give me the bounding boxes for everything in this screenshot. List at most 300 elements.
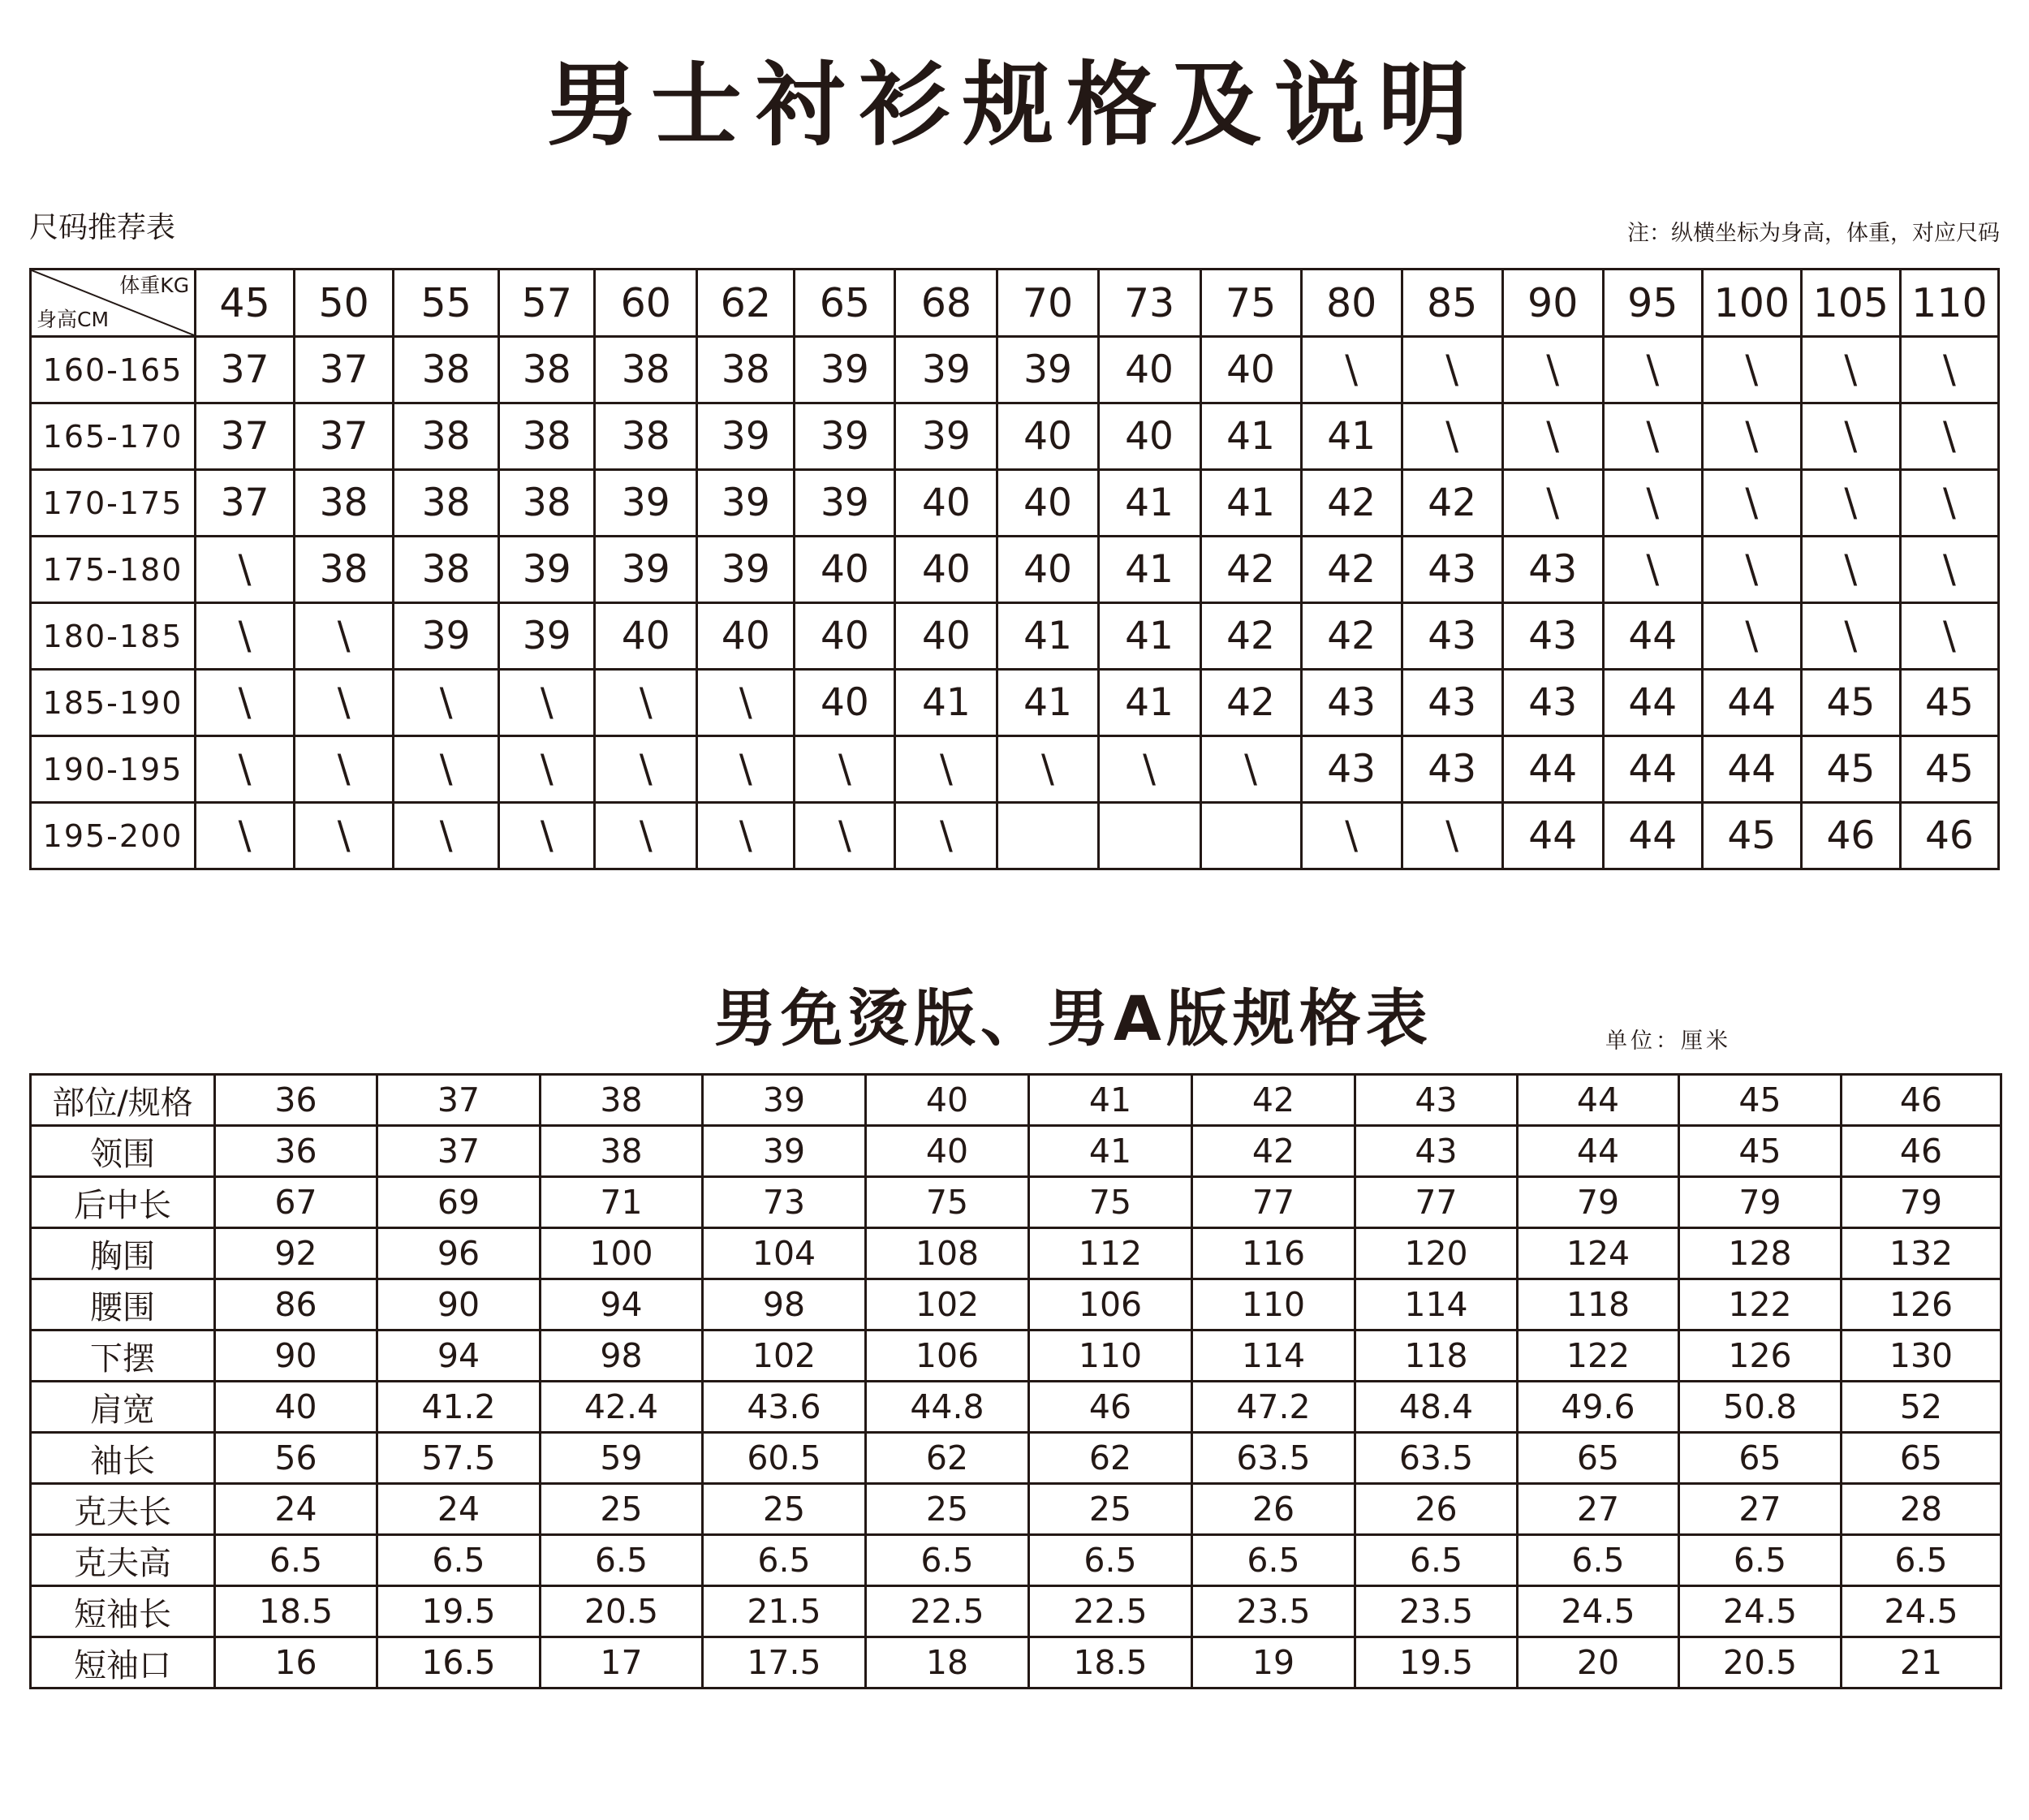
measurement-value-cell: 65 (1679, 1433, 1842, 1484)
size-value-cell: 42 (1301, 537, 1402, 603)
size-value-cell: 42 (1402, 470, 1502, 537)
size-value-cell: 38 (499, 337, 595, 403)
measurement-value-cell: 19.5 (1355, 1637, 1518, 1688)
measurement-value-cell: 24 (377, 1484, 541, 1535)
measurement-value-cell: 20.5 (541, 1586, 703, 1637)
measurement-value-cell: 67 (215, 1177, 377, 1228)
measurement-value-cell: 24.5 (1518, 1586, 1679, 1637)
size-value-cell: 39 (595, 537, 697, 603)
size-value-cell: 40 (795, 603, 895, 670)
size-value-cell: 41 (895, 670, 997, 736)
size-value-cell: \ (795, 803, 895, 869)
measurement-value-cell: 98 (703, 1279, 866, 1330)
size-value-cell: 39 (697, 470, 795, 537)
size-table-subtitle: 尺码推荐表 (29, 211, 176, 244)
measurement-value-cell: 124 (1518, 1228, 1679, 1279)
size-value-cell: 39 (394, 603, 499, 670)
size-recommendation-table (29, 268, 2000, 870)
measurement-value-cell: 62 (1029, 1433, 1192, 1484)
spec-size-header-cell: 41 (1029, 1075, 1192, 1126)
size-value-cell: \ (697, 670, 795, 736)
spec-size-header-cell: 38 (541, 1075, 703, 1126)
size-value-cell: 38 (499, 403, 595, 470)
measurement-value-cell: 26 (1355, 1484, 1518, 1535)
size-value-cell: 38 (595, 337, 697, 403)
size-value-cell: 41 (1098, 470, 1200, 537)
spec-size-header-cell: 37 (377, 1075, 541, 1126)
size-value-cell: 44 (1502, 803, 1603, 869)
measurement-value-cell: 25 (866, 1484, 1029, 1535)
measurement-value-cell: 77 (1192, 1177, 1355, 1228)
measurement-value-cell: 23.5 (1192, 1586, 1355, 1637)
size-value-cell: \ (1603, 403, 1702, 470)
measurement-value-cell: 27 (1679, 1484, 1842, 1535)
measurement-value-cell: 79 (1679, 1177, 1842, 1228)
size-value-cell: 43 (1402, 670, 1502, 736)
size-value-cell: \ (295, 736, 394, 803)
size-value-cell: 43 (1502, 603, 1603, 670)
measurement-value-cell: 108 (866, 1228, 1029, 1279)
measurement-value-cell: 126 (1842, 1279, 2001, 1330)
spec-size-header-cell: 40 (866, 1075, 1029, 1126)
size-value-cell: \ (1801, 537, 1900, 603)
measurement-value-cell: 6.5 (1518, 1535, 1679, 1586)
height-range-cell: 170-175 (31, 470, 196, 537)
measurement-value-cell: 18.5 (1029, 1637, 1192, 1688)
measurement-value-cell: 92 (215, 1228, 377, 1279)
measurement-value-cell: 6.5 (1355, 1535, 1518, 1586)
size-value-cell: 38 (697, 337, 795, 403)
size-value-cell: 39 (895, 337, 997, 403)
measurement-value-cell: 60.5 (703, 1433, 866, 1484)
size-value-cell: 40 (895, 537, 997, 603)
measurement-value-cell: 16.5 (377, 1637, 541, 1688)
height-range-cell: 175-180 (31, 537, 196, 603)
size-value-cell: 42 (1200, 603, 1301, 670)
weight-header-cell: 85 (1402, 270, 1502, 337)
weight-axis-label: 体重KG (119, 274, 190, 297)
size-value-cell: \ (1702, 603, 1801, 670)
size-value-cell: \ (196, 537, 295, 603)
measurement-label-cell: 短袖口 (31, 1637, 215, 1688)
size-value-cell: 41 (1200, 403, 1301, 470)
spec-table-row (31, 1382, 2001, 1433)
size-value-cell: \ (394, 670, 499, 736)
size-value-cell: 40 (1098, 337, 1200, 403)
measurement-value-cell: 59 (541, 1433, 703, 1484)
size-value-cell: 38 (295, 470, 394, 537)
measurement-value-cell: 75 (866, 1177, 1029, 1228)
size-value-cell: 42 (1301, 470, 1402, 537)
measurement-value-cell: 122 (1518, 1330, 1679, 1382)
size-value-cell (997, 803, 1098, 869)
size-value-cell: 38 (394, 537, 499, 603)
weight-header-cell: 45 (196, 270, 295, 337)
measurement-value-cell: 102 (866, 1279, 1029, 1330)
measurement-value-cell: 36 (215, 1126, 377, 1177)
size-value-cell: 39 (499, 603, 595, 670)
measurement-value-cell: 41 (1029, 1126, 1192, 1177)
measurement-value-cell: 128 (1679, 1228, 1842, 1279)
size-value-cell: 41 (1098, 670, 1200, 736)
measurement-value-cell: 45 (1679, 1126, 1842, 1177)
size-table-header-row (31, 270, 1999, 337)
size-value-cell: 43 (1402, 603, 1502, 670)
measurement-value-cell: 39 (703, 1126, 866, 1177)
size-value-cell: \ (1702, 470, 1801, 537)
measurement-value-cell: 22.5 (866, 1586, 1029, 1637)
size-value-cell: 45 (1900, 736, 1998, 803)
size-value-cell: 43 (1402, 736, 1502, 803)
weight-header-cell: 60 (595, 270, 697, 337)
measurement-value-cell: 77 (1355, 1177, 1518, 1228)
size-value-cell: 40 (697, 603, 795, 670)
size-table-row (31, 403, 1999, 470)
size-value-cell: \ (196, 670, 295, 736)
spec-size-header-cell: 42 (1192, 1075, 1355, 1126)
spec-size-header-cell: 46 (1842, 1075, 2001, 1126)
spec-table-row (31, 1228, 2001, 1279)
spec-table-row (31, 1586, 2001, 1637)
weight-header-cell: 70 (997, 270, 1098, 337)
size-value-cell: \ (1900, 537, 1998, 603)
measurement-value-cell: 120 (1355, 1228, 1518, 1279)
size-value-cell: 44 (1702, 736, 1801, 803)
weight-header-cell: 95 (1603, 270, 1702, 337)
measurement-value-cell: 47.2 (1192, 1382, 1355, 1433)
weight-header-cell: 75 (1200, 270, 1301, 337)
size-value-cell: 38 (499, 470, 595, 537)
size-value-cell: \ (1502, 337, 1603, 403)
size-value-cell: 39 (595, 470, 697, 537)
measurement-value-cell: 52 (1842, 1382, 2001, 1433)
size-value-cell: 40 (795, 537, 895, 603)
size-value-cell: 38 (394, 403, 499, 470)
weight-header-cell: 100 (1702, 270, 1801, 337)
size-value-cell: \ (697, 803, 795, 869)
size-value-cell: 38 (394, 470, 499, 537)
size-value-cell: 45 (1900, 670, 1998, 736)
spec-table (29, 1073, 2002, 1689)
measurement-value-cell: 27 (1518, 1484, 1679, 1535)
measurement-value-cell: 6.5 (215, 1535, 377, 1586)
size-value-cell: 40 (997, 470, 1098, 537)
height-range-cell: 190-195 (31, 736, 196, 803)
page-title: 男士衬衫规格及说明 (547, 53, 1482, 158)
size-value-cell: 45 (1801, 670, 1900, 736)
measurement-label-cell: 肩宽 (31, 1382, 215, 1433)
measurement-value-cell: 38 (541, 1126, 703, 1177)
measurement-value-cell: 16 (215, 1637, 377, 1688)
measurement-value-cell: 18 (866, 1637, 1029, 1688)
measurement-value-cell: 106 (1029, 1279, 1192, 1330)
measurement-value-cell: 6.5 (1679, 1535, 1842, 1586)
spec-table-row (31, 1637, 2001, 1688)
size-value-cell: 40 (997, 403, 1098, 470)
measurement-value-cell: 116 (1192, 1228, 1355, 1279)
spec-table-row (31, 1279, 2001, 1330)
measurement-value-cell: 50.8 (1679, 1382, 1842, 1433)
measurement-value-cell: 21 (1842, 1637, 2001, 1688)
weight-header-cell: 62 (697, 270, 795, 337)
size-table-row (31, 537, 1999, 603)
size-value-cell: \ (196, 603, 295, 670)
spec-table-row (31, 1177, 2001, 1228)
measurement-value-cell: 62 (866, 1433, 1029, 1484)
measurement-value-cell: 28 (1842, 1484, 2001, 1535)
size-value-cell: 37 (196, 403, 295, 470)
measurement-value-cell: 110 (1029, 1330, 1192, 1382)
measurement-value-cell: 94 (377, 1330, 541, 1382)
weight-header-cell: 105 (1801, 270, 1900, 337)
measurement-value-cell: 20.5 (1679, 1637, 1842, 1688)
measurement-value-cell: 24.5 (1679, 1586, 1842, 1637)
size-value-cell: 43 (1301, 736, 1402, 803)
measurement-value-cell: 6.5 (866, 1535, 1029, 1586)
size-value-cell: \ (1502, 403, 1603, 470)
size-value-cell: 45 (1801, 736, 1900, 803)
measurement-value-cell: 63.5 (1192, 1433, 1355, 1484)
size-value-cell: \ (595, 670, 697, 736)
measurement-value-cell: 56 (215, 1433, 377, 1484)
height-range-cell: 165-170 (31, 403, 196, 470)
measurement-value-cell: 46 (1842, 1126, 2001, 1177)
measurement-value-cell: 118 (1518, 1279, 1679, 1330)
height-range-cell: 185-190 (31, 670, 196, 736)
size-value-cell: \ (895, 736, 997, 803)
spec-size-header-cell: 45 (1679, 1075, 1842, 1126)
measurement-value-cell: 71 (541, 1177, 703, 1228)
weight-header-cell: 50 (295, 270, 394, 337)
measurement-value-cell: 37 (377, 1126, 541, 1177)
measurement-value-cell: 49.6 (1518, 1382, 1679, 1433)
size-value-cell: \ (295, 803, 394, 869)
size-value-cell: 41 (1098, 603, 1200, 670)
size-value-cell: 46 (1801, 803, 1900, 869)
measurement-value-cell: 118 (1355, 1330, 1518, 1382)
size-value-cell: \ (1301, 803, 1402, 869)
spec-table-row (31, 1126, 2001, 1177)
spec-table-row (31, 1330, 2001, 1382)
measurement-value-cell: 20 (1518, 1637, 1679, 1688)
size-value-cell: 44 (1603, 803, 1702, 869)
size-value-cell: \ (295, 603, 394, 670)
measurement-value-cell: 6.5 (1192, 1535, 1355, 1586)
size-value-cell: \ (1801, 603, 1900, 670)
size-value-cell: 39 (697, 403, 795, 470)
size-value-cell: 42 (1200, 537, 1301, 603)
height-axis-label: 身高CM (37, 308, 110, 331)
measurement-value-cell: 43 (1355, 1126, 1518, 1177)
measurement-value-cell: 48.4 (1355, 1382, 1518, 1433)
size-value-cell: 40 (1098, 403, 1200, 470)
size-value-cell: 46 (1900, 803, 1998, 869)
size-value-cell: \ (1801, 470, 1900, 537)
size-value-cell: 40 (795, 670, 895, 736)
size-value-cell: 43 (1502, 670, 1603, 736)
size-table-row (31, 603, 1999, 670)
measurement-value-cell: 42.4 (541, 1382, 703, 1433)
size-table-row (31, 337, 1999, 403)
spec-table-row (31, 1535, 2001, 1586)
size-value-cell: \ (1702, 337, 1801, 403)
measurement-value-cell: 104 (703, 1228, 866, 1279)
measurement-value-cell: 90 (377, 1279, 541, 1330)
size-value-cell: 37 (196, 337, 295, 403)
height-range-cell: 195-200 (31, 803, 196, 869)
size-value-cell: 39 (997, 337, 1098, 403)
weight-header-cell: 68 (895, 270, 997, 337)
spec-size-header-cell: 43 (1355, 1075, 1518, 1126)
size-value-cell: 40 (1200, 337, 1301, 403)
size-value-cell: \ (1801, 403, 1900, 470)
size-value-cell: \ (1603, 537, 1702, 603)
size-value-cell: 39 (795, 337, 895, 403)
size-value-cell: \ (394, 803, 499, 869)
measurement-value-cell: 25 (1029, 1484, 1192, 1535)
size-value-cell: 40 (895, 603, 997, 670)
size-value-cell: 39 (895, 403, 997, 470)
size-value-cell: 43 (1502, 537, 1603, 603)
size-value-cell: 40 (895, 470, 997, 537)
measurement-value-cell: 18.5 (215, 1586, 377, 1637)
weight-header-cell: 73 (1098, 270, 1200, 337)
measurement-value-cell: 65 (1518, 1433, 1679, 1484)
size-table-corner-cell (31, 270, 196, 337)
size-value-cell: \ (795, 736, 895, 803)
weight-header-cell: 65 (795, 270, 895, 337)
height-range-cell: 160-165 (31, 337, 196, 403)
measurement-value-cell: 17 (541, 1637, 703, 1688)
size-value-cell: 43 (1402, 537, 1502, 603)
size-value-cell: \ (1502, 470, 1603, 537)
size-value-cell: \ (595, 803, 697, 869)
size-value-cell: \ (1900, 603, 1998, 670)
size-value-cell: 37 (295, 403, 394, 470)
weight-header-cell: 80 (1301, 270, 1402, 337)
measurement-value-cell: 79 (1518, 1177, 1679, 1228)
size-value-cell: 40 (595, 603, 697, 670)
size-table-row (31, 470, 1999, 537)
size-value-cell: \ (895, 803, 997, 869)
size-value-cell (1098, 803, 1200, 869)
size-value-cell: 39 (795, 403, 895, 470)
size-value-cell: 45 (1702, 803, 1801, 869)
size-value-cell: \ (1402, 403, 1502, 470)
size-value-cell: 42 (1301, 603, 1402, 670)
size-value-cell: \ (997, 736, 1098, 803)
measurement-value-cell: 102 (703, 1330, 866, 1382)
spec-size-header-cell: 36 (215, 1075, 377, 1126)
measurement-value-cell: 75 (1029, 1177, 1192, 1228)
measurement-value-cell: 6.5 (1842, 1535, 2001, 1586)
size-value-cell: 41 (1098, 537, 1200, 603)
measurement-value-cell: 79 (1842, 1177, 2001, 1228)
weight-header-cell: 90 (1502, 270, 1603, 337)
measurement-value-cell: 25 (703, 1484, 866, 1535)
size-value-cell: \ (1301, 337, 1402, 403)
measurement-value-cell: 19.5 (377, 1586, 541, 1637)
size-value-cell: \ (1702, 403, 1801, 470)
measurement-value-cell: 6.5 (703, 1535, 866, 1586)
size-value-cell: 39 (499, 537, 595, 603)
measurement-value-cell: 86 (215, 1279, 377, 1330)
size-value-cell: 39 (697, 537, 795, 603)
size-value-cell: 40 (997, 537, 1098, 603)
size-value-cell: \ (1603, 470, 1702, 537)
measurement-value-cell: 17.5 (703, 1637, 866, 1688)
size-value-cell: \ (499, 803, 595, 869)
spec-table-header-row (31, 1075, 2001, 1126)
measurement-label-cell: 克夫高 (31, 1535, 215, 1586)
measurement-value-cell: 41.2 (377, 1382, 541, 1433)
weight-header-cell: 55 (394, 270, 499, 337)
measurement-value-cell: 96 (377, 1228, 541, 1279)
size-value-cell: \ (1900, 337, 1998, 403)
weight-header-cell: 57 (499, 270, 595, 337)
size-value-cell: 41 (1301, 403, 1402, 470)
measurement-value-cell: 46 (1029, 1382, 1192, 1433)
measurement-value-cell: 24.5 (1842, 1586, 2001, 1637)
size-value-cell: 39 (795, 470, 895, 537)
measurement-value-cell: 69 (377, 1177, 541, 1228)
measurement-value-cell: 6.5 (377, 1535, 541, 1586)
measurement-label-cell: 下摆 (31, 1330, 215, 1382)
size-value-cell: \ (196, 736, 295, 803)
height-range-cell: 180-185 (31, 603, 196, 670)
measurement-value-cell: 132 (1842, 1228, 2001, 1279)
size-value-cell: 38 (295, 537, 394, 603)
measurement-label-cell: 克夫长 (31, 1484, 215, 1535)
measurement-label-cell: 后中长 (31, 1177, 215, 1228)
measurement-label-cell: 胸围 (31, 1228, 215, 1279)
spec-header-label-cell: 部位/规格 (31, 1075, 215, 1126)
spec-size-header-cell: 44 (1518, 1075, 1679, 1126)
size-value-cell: 44 (1702, 670, 1801, 736)
size-value-cell: \ (499, 736, 595, 803)
spec-table-row (31, 1484, 2001, 1535)
size-value-cell: 41 (997, 603, 1098, 670)
measurement-value-cell: 114 (1192, 1330, 1355, 1382)
size-value-cell: \ (697, 736, 795, 803)
measurement-value-cell: 24 (215, 1484, 377, 1535)
measurement-value-cell: 22.5 (1029, 1586, 1192, 1637)
measurement-value-cell: 44 (1518, 1126, 1679, 1177)
size-value-cell: 43 (1301, 670, 1402, 736)
size-value-cell: \ (595, 736, 697, 803)
size-value-cell: \ (1900, 403, 1998, 470)
measurement-value-cell: 122 (1679, 1279, 1842, 1330)
measurement-label-cell: 领围 (31, 1126, 215, 1177)
measurement-value-cell: 6.5 (541, 1535, 703, 1586)
size-value-cell: \ (1098, 736, 1200, 803)
measurement-value-cell: 112 (1029, 1228, 1192, 1279)
size-value-cell: 44 (1603, 736, 1702, 803)
unit-label: 单位：厘米 (1605, 1029, 1731, 1054)
size-value-cell: 44 (1603, 670, 1702, 736)
measurement-value-cell: 25 (541, 1484, 703, 1535)
size-table-row (31, 803, 1999, 869)
size-value-cell: 38 (394, 337, 499, 403)
measurement-value-cell: 98 (541, 1330, 703, 1382)
size-table-note: 注：纵横坐标为身高，体重，对应尺码 (1627, 221, 2000, 246)
size-value-cell: \ (499, 670, 595, 736)
measurement-label-cell: 腰围 (31, 1279, 215, 1330)
spec-table-title: 男免烫版、男A版规格表 (714, 982, 1432, 1054)
size-value-cell: \ (1402, 803, 1502, 869)
spec-table-row (31, 1433, 2001, 1484)
size-table-row (31, 670, 1999, 736)
